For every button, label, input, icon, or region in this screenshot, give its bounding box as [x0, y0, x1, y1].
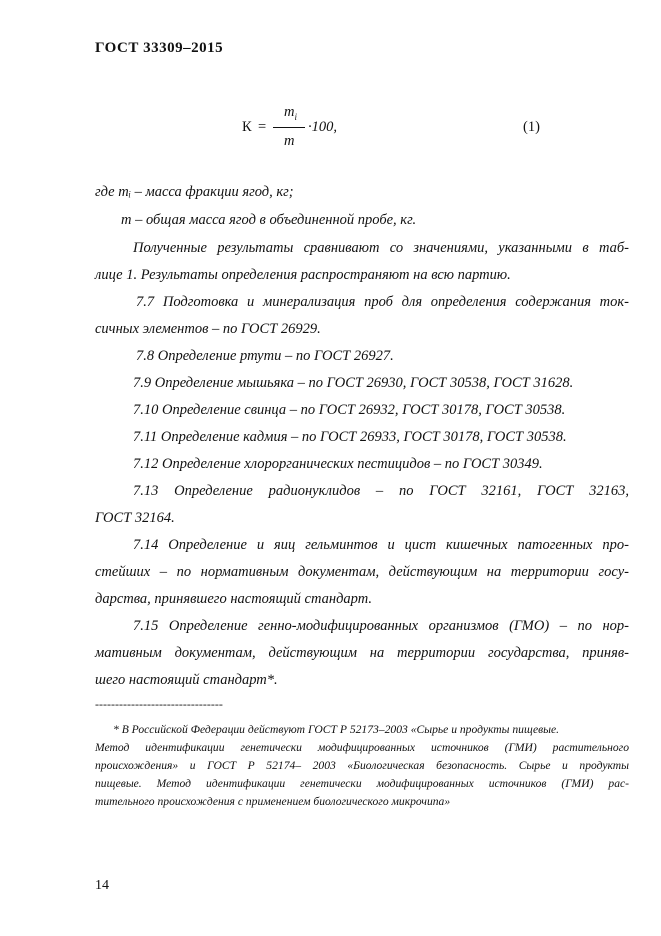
text-line: 7.12 Определение хлорорганических пестицидов – по ГОСТ 30349.	[133, 456, 543, 472]
formula-equals: =	[258, 119, 267, 135]
formula-denominator: m	[284, 133, 295, 149]
formula-numerator	[284, 104, 297, 122]
text-line: 7.11 Определение кадмия – по ГОСТ 26933, ГОСТ 30178, ГОСТ 30538.	[133, 429, 567, 445]
footnote-separator: --------------------------------	[95, 697, 223, 711]
footnote-line: пищевые. Метод идентификации генетически модифицированных источников (ГМИ) рас-	[95, 777, 629, 790]
text-line: 7.15 Определение генно-модифицированных организмов (ГМО) – по нор-	[133, 618, 629, 634]
footnote-line: * В Российской Федерации действуют ГОСТ Р 52173–2003 «Сырье и продукты пищевые.	[113, 723, 560, 736]
page-number: 14	[95, 878, 109, 893]
text-line: m – общая масса ягод в объединенной пробе, кг.	[121, 212, 417, 228]
formula-numerator-var: m	[284, 104, 295, 120]
fraction-bar	[273, 127, 305, 128]
text-line: 7.8 Определение ртути – по ГОСТ 26927.	[136, 348, 394, 364]
text-line: 7.7 Подготовка и минерализация проб для определения содержания ток-	[136, 294, 629, 310]
formula-number: (1)	[523, 119, 540, 135]
text-line: ГОСТ 32164.	[95, 510, 175, 526]
text-line: сичных элементов – по ГОСТ 26929.	[95, 321, 321, 337]
text-line: 7.10 Определение свинца – по ГОСТ 26932, ГОСТ 30178, ГОСТ 30538.	[133, 402, 566, 418]
footnote-line: тительного происхождения с применением биологического микрочипа»	[95, 795, 451, 808]
text-line: стейших – по нормативным документам, действующим на территории госу-	[95, 564, 629, 580]
text-line: дарства, принявшего настоящий стандарт.	[95, 591, 372, 607]
footnote-line: происхождения» и ГОСТ Р 52174– 2003 «Биологическая безопасность. Сырье и продукты	[95, 759, 629, 772]
text-line: Полученные результаты сравнивают со значениями, указанными в таб-	[133, 240, 629, 256]
text-line: мативным документам, действующим на территории государства, приняв-	[95, 645, 629, 661]
text-line: где mᵢ – масса фракции ягод, кг;	[95, 184, 294, 200]
formula-multiplier: ·100,	[308, 119, 337, 135]
formula-lhs: К	[242, 119, 252, 135]
text-line: шего настоящий стандарт*.	[95, 672, 278, 688]
document-header: ГОСТ 33309–2015	[95, 40, 224, 56]
formula-1	[0, 102, 661, 162]
text-line: 7.13 Определение радионуклидов – по ГОСТ 32161, ГОСТ 32163,	[133, 483, 629, 499]
footnote-line: Метод идентификации генетически модифицированных источников (ГМИ) растительного	[95, 741, 629, 754]
text-line: 7.9 Определение мышьяка – по ГОСТ 26930, ГОСТ 30538, ГОСТ 31628.	[133, 375, 574, 391]
formula-numerator-sub: i	[294, 111, 297, 122]
text-line: 7.14 Определение и яиц гельминтов и цист кишечных патогенных про-	[133, 537, 629, 553]
text-line: лице 1. Результаты определения распространяют на всю партию.	[95, 267, 511, 283]
